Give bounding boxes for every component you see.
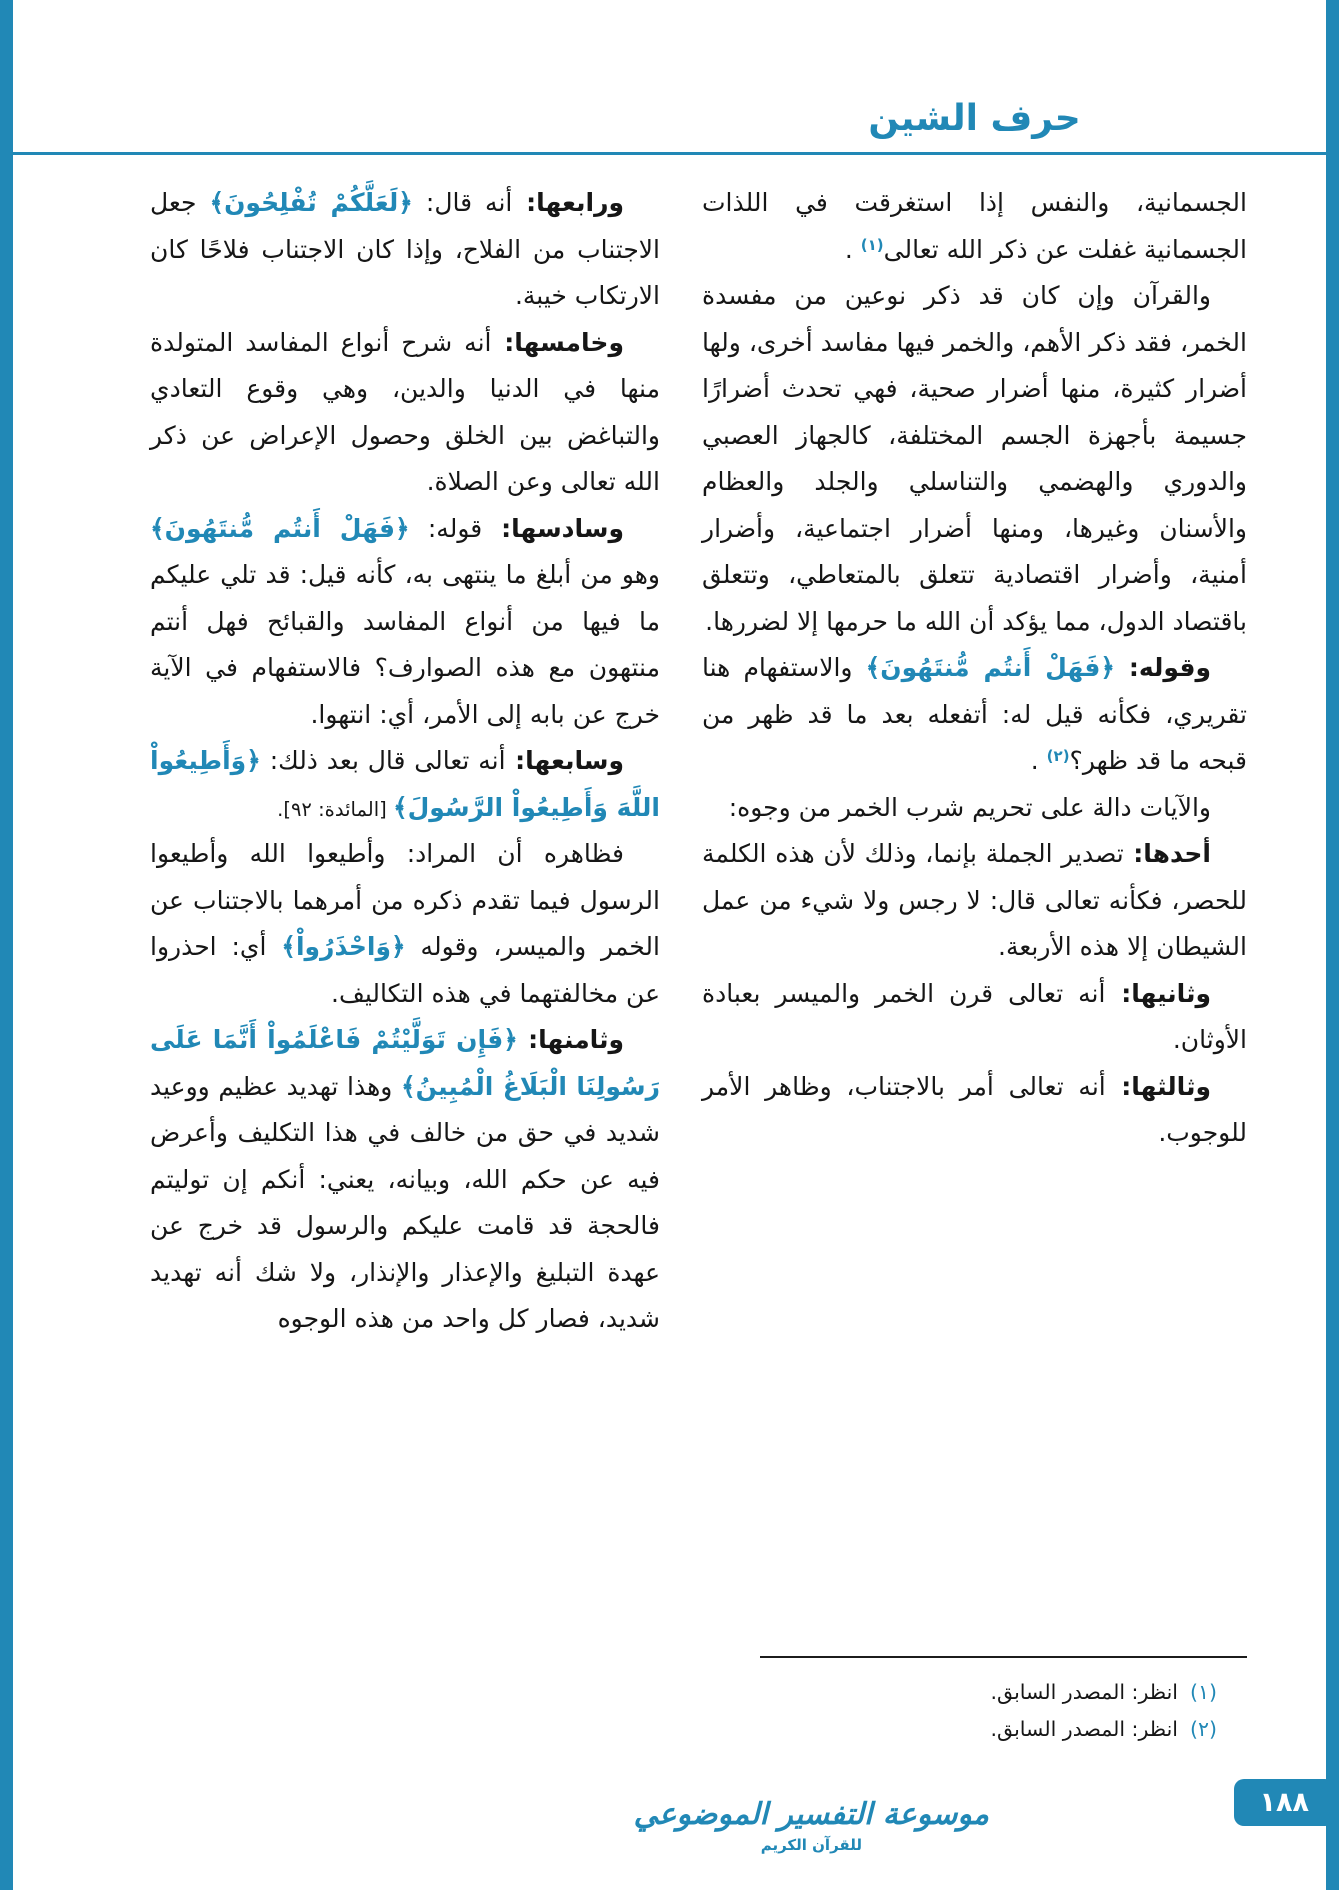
logo-subtitle: للقرآن الكريم [760, 1836, 862, 1854]
section-lead: أحدها: [1123, 839, 1211, 868]
footnote-list [702, 1674, 1247, 1747]
logo-title: موسوعة التفسير الموضوعي [633, 1797, 989, 1832]
left-edge-bar [0, 0, 13, 1890]
text-run: فظاهره أن المراد: وأطيعوا الله وأطيعوا الرسول فيما تقدم ذكره من أمرهما بالاجتناب عن الخمر والميسر، وقوله [150, 839, 660, 961]
text-run: قوله: [409, 513, 483, 543]
column-right-text [702, 180, 1247, 1157]
chapter-title: حرف الشين [868, 98, 1081, 139]
text-run: والاستفهام هنا تقريري، فكأنه قيل له: أتفعله بعد ما قد ظهر من قبحه ما قد ظهر؟ [702, 653, 1247, 775]
section-lead: وقوله: [1115, 653, 1211, 682]
text-run: . [844, 234, 861, 264]
quran-verse: ﴿وَأَطِيعُواْ اللَّهَ وَأَطِيعُواْ الرَّسُولَ﴾ [150, 746, 660, 822]
text-run: أنه شرح أنواع المفاسد المتولدة منها في الدنيا والدين، وهي وقوع التعادي والتباغض بين الخلق وحصول الإعراض عن ذكر الله تعالى وعن الصلاة. [150, 327, 660, 496]
paragraph [702, 1064, 1247, 1157]
text-run: وهذا تهديد عظيم ووعيد شديد في حق من خالف في هذا التكليف وأعرض فيه عن حكم الله، وبيانه، يعني: أنكم إن توليتم فالحجة قد قامت عليكم والرسول قد خرج عن عهدة التبليغ والإعذار والإنذار، ولا شك أنه تهديد شديد، فصار كل واحد من هذه الوجوه [150, 1071, 660, 1333]
quran-verse: ﴿فَهَلْ أَنتُم مُّنتَهُونَ﴾ [865, 653, 1115, 682]
text-run: الجسمانية، والنفس إذا استغرقت في اللذات الجسمانية غفلت عن ذكر الله تعالى [702, 188, 1247, 264]
footnotes-block [702, 1656, 1247, 1747]
column-left-text [150, 180, 660, 1343]
footnote-marker: (٢) [1189, 1716, 1217, 1741]
text-run: وهو من أبلغ ما ينتهى به، كأنه قيل: قد تلي عليكم ما فيها من أنواع المفاسد والقبائح فهل أنتم منتهون مع هذه الصوارف؟ فالاستفهام في الآية خرج عن بابه إلى الأمر، أي: انتهوا. [150, 560, 660, 729]
header-divider [13, 152, 1326, 155]
page-number-badge: ١٨٨ [1234, 1779, 1335, 1826]
quran-verse: ﴿فَهَلْ أَنتُم مُّنتَهُونَ﴾ [150, 513, 410, 543]
section-lead: وسابعها: [505, 746, 624, 775]
quran-verse: ﴿لَعَلَّكُمْ تُفْلِحُونَ﴾ [209, 188, 413, 217]
section-lead: وثامنها: [517, 1025, 624, 1054]
footnote-marker: (١) [1189, 1680, 1217, 1705]
text-run: أنه تعالى أمر بالاجتناب، وظاهر الأمر للوجوب. [702, 1071, 1247, 1147]
footnote-text: انظر: المصدر السابق. [990, 1716, 1178, 1741]
footnote-ref-marker: (١) [860, 235, 884, 254]
paragraph [702, 273, 1247, 645]
paragraph [702, 831, 1247, 971]
text-run: والآيات دالة على تحريم شرب الخمر من وجوه: [728, 792, 1211, 822]
paragraph [150, 180, 660, 320]
quran-verse: ﴿فَإِن تَوَلَّيْتُمْ فَاعْلَمُواْ أَنَّمَا عَلَى رَسُولِنَا الْبَلَاغُ الْمُبِينُ﴾ [150, 1025, 660, 1101]
page-content [150, 180, 1247, 1747]
quran-verse: ﴿وَاحْذَرُواْ﴾ [281, 932, 406, 961]
footnote-text: انظر: المصدر السابق. [990, 1680, 1178, 1705]
column-right [702, 180, 1247, 1747]
paragraph [702, 971, 1247, 1064]
column-left [150, 180, 660, 1747]
text-run: أنه قال: [412, 188, 513, 217]
footnote [702, 1711, 1247, 1747]
text-run: تصدير الجملة بإنما، وذلك لأن هذه الكلمة للحصر، فكأنه تعالى قال: لا رجس ولا شيء من عمل الشيطان إلا هذه الأربعة. [702, 839, 1247, 961]
text-run: أنه تعالى قال بعد ذلك: [260, 746, 506, 775]
text-run: أنه تعالى قرن الخمر والميسر بعبادة الأوثان. [702, 978, 1247, 1054]
footnote-ref-marker: (٢) [1046, 746, 1070, 765]
text-run: والقرآن وإن كان قد ذكر نوعين من مفسدة الخمر، فقد ذكر الأهم، والخمر فيها مفاسد أخرى، ولها أضرار كثيرة، منها أضرار صحية، فهي تحدث أضرارًا جسيمة بأجهزة الجسم المختلفة، كالجهاز العصبي والدوري والهضمي والتناسلي والجلد والعظام والأسنان وغيرها، ومنها أضرار اجتماعية، وأضرار أمنية، وأضرار اقتصادية تتعلق بالمتعاطي، وتتعلق باقتصاد الدول، مما يؤكد أن الله ما حرمها إلا لضررها. [702, 281, 1247, 636]
section-lead: وسادسها: [482, 513, 624, 543]
paragraph [150, 1017, 660, 1343]
section-lead: وخامسها: [491, 327, 624, 357]
paragraph [150, 738, 660, 831]
section-lead: ورابعها: [512, 188, 625, 217]
footnote [702, 1674, 1247, 1710]
paragraph [702, 180, 1247, 273]
paragraph [702, 645, 1247, 785]
section-lead: وثانيها: [1105, 978, 1211, 1008]
publisher-logo [634, 1797, 989, 1854]
section-lead: وثالثها: [1105, 1071, 1211, 1101]
text-run: أي: احذروا عن مخالفتهما في هذه التكاليف. [150, 932, 660, 1008]
right-edge-bar [1326, 0, 1339, 1890]
paragraph [150, 320, 660, 506]
verse-citation: [المائدة: ٩٢]. [277, 797, 393, 821]
paragraph [150, 831, 660, 1017]
paragraph [150, 506, 660, 739]
footnote-separator [760, 1656, 1247, 1658]
text-run: . [1030, 746, 1047, 775]
text-run: جعل الاجتناب من الفلاح، وإذا كان الاجتناب فلاحًا كان الارتكاب خيبة. [150, 188, 660, 310]
paragraph [702, 785, 1247, 832]
